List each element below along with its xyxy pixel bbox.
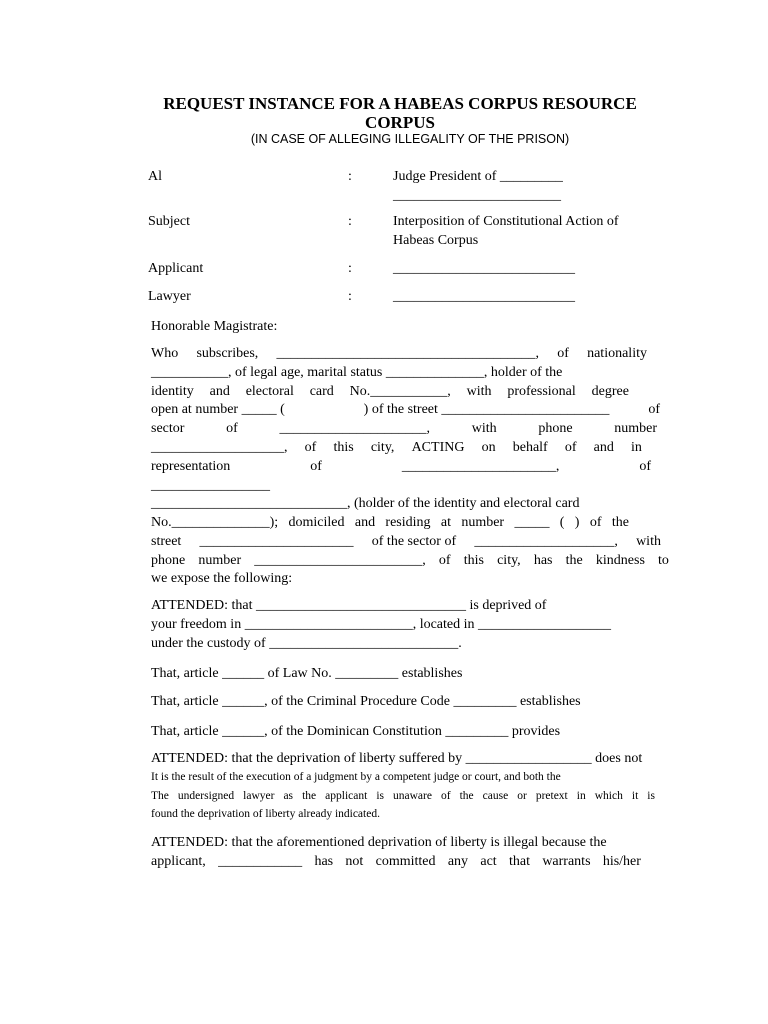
word: and bbox=[593, 440, 614, 455]
word: pretext bbox=[535, 790, 568, 802]
word: of bbox=[304, 440, 317, 455]
word: is bbox=[376, 790, 384, 802]
lawyer-colon: : bbox=[348, 289, 352, 304]
to-value-line-1: Judge President of _________ bbox=[393, 169, 563, 184]
word: in bbox=[576, 790, 586, 802]
word: kindness bbox=[595, 553, 645, 568]
word: of bbox=[564, 440, 577, 455]
word: act bbox=[480, 854, 497, 869]
subject-value-line-1: Interposition of Constitutional Action of bbox=[393, 214, 619, 229]
word: has bbox=[314, 854, 334, 869]
word: has bbox=[533, 553, 553, 568]
p1-line-4 bbox=[151, 400, 660, 419]
subject-value-line-2: Habeas Corpus bbox=[393, 233, 479, 248]
blank-field: ___________________, bbox=[151, 440, 288, 455]
word: warrants bbox=[542, 854, 591, 869]
to-label: Al bbox=[148, 169, 162, 184]
word: professional bbox=[507, 384, 576, 399]
word: Who bbox=[151, 346, 179, 361]
document-title bbox=[0, 94, 768, 132]
word: applicant, bbox=[151, 854, 206, 869]
text-segment: open at number _____ ( bbox=[151, 402, 285, 417]
word: on bbox=[481, 440, 496, 455]
word: with bbox=[471, 421, 497, 436]
applicant-value: __________________________ bbox=[393, 261, 575, 276]
word: to bbox=[658, 553, 669, 568]
word: ( bbox=[559, 515, 565, 530]
word: lawyer bbox=[243, 790, 275, 802]
blank-field: _____________________, bbox=[279, 421, 431, 436]
word: of bbox=[589, 515, 602, 530]
word: applicant bbox=[325, 790, 368, 802]
word: city, bbox=[370, 440, 395, 455]
word: any bbox=[447, 854, 469, 869]
word: ) bbox=[574, 515, 580, 530]
word: his/her bbox=[602, 854, 641, 869]
word: behalf bbox=[512, 440, 548, 455]
word: with bbox=[636, 534, 661, 549]
word: committed bbox=[375, 854, 436, 869]
word: the bbox=[565, 553, 583, 568]
to-value bbox=[393, 167, 693, 205]
p1-line-1 bbox=[151, 344, 647, 363]
word: phone bbox=[538, 421, 573, 436]
word: with bbox=[466, 384, 492, 399]
word: not bbox=[345, 854, 364, 869]
word: residing bbox=[385, 515, 431, 530]
word: of bbox=[648, 402, 660, 417]
blank-field: _____ bbox=[514, 515, 550, 530]
word: subscribes, bbox=[196, 346, 259, 361]
word: undersigned bbox=[177, 790, 235, 802]
word: as bbox=[283, 790, 294, 802]
p1-line-9: ____________________________, (holder of the identity and electoral card bbox=[151, 496, 580, 511]
word: this bbox=[333, 440, 354, 455]
word: ACTING bbox=[411, 440, 465, 455]
p1-line-10 bbox=[151, 513, 629, 532]
blank-field: ______________________ bbox=[199, 534, 354, 549]
text-segment: of the sector of bbox=[371, 534, 457, 549]
blank-field: ____________ bbox=[218, 854, 303, 869]
p1-line-12 bbox=[151, 551, 669, 570]
document-subtitle: (IN CASE OF ALLEGING ILLEGALITY OF THE PRISON) bbox=[250, 132, 570, 146]
p1-line-11 bbox=[151, 532, 661, 551]
to-value-line-2: ________________________ bbox=[393, 188, 561, 203]
attended3-line-2 bbox=[151, 852, 641, 871]
p1-line-7 bbox=[151, 457, 651, 476]
word: of bbox=[557, 346, 569, 361]
p1-line-6 bbox=[151, 438, 642, 457]
blank-field: _____________________________________, bbox=[276, 346, 539, 361]
word: number bbox=[614, 421, 657, 436]
word: it bbox=[631, 790, 639, 802]
word: electoral bbox=[245, 384, 294, 399]
attended2-line-4: found the deprivation of liberty already indicated. bbox=[151, 808, 380, 820]
attended2-line-3 bbox=[151, 787, 655, 806]
p1-line-8: _________________ bbox=[151, 478, 270, 493]
p1-line-2: ___________, of legal age, marital status ______________, holder of the bbox=[151, 365, 563, 380]
constitution-line: That, article ______, of the Dominican Constitution _________ provides bbox=[151, 724, 561, 739]
applicant-label: Applicant bbox=[148, 261, 204, 276]
subject-value bbox=[393, 212, 693, 250]
word: in bbox=[631, 440, 642, 455]
word: and bbox=[209, 384, 230, 399]
word: of bbox=[310, 459, 322, 474]
word: of bbox=[440, 790, 451, 802]
subject-colon: : bbox=[348, 214, 352, 229]
word: that bbox=[509, 854, 530, 869]
subject-label: Subject bbox=[148, 214, 190, 229]
word: street bbox=[151, 534, 182, 549]
word: the bbox=[459, 790, 474, 802]
word: number bbox=[198, 553, 242, 568]
word: and bbox=[354, 515, 376, 530]
attended3-line-1: ATTENDED: that the aforementioned deprivation of liberty is illegal because the bbox=[151, 835, 607, 850]
law-article-line: That, article ______ of Law No. _________ establishes bbox=[151, 666, 463, 681]
word: degree bbox=[591, 384, 629, 399]
p1-line-13: we expose the following: bbox=[151, 571, 293, 586]
word: the bbox=[611, 515, 629, 530]
word: card bbox=[309, 384, 334, 399]
criminal-procedure-line: That, article ______, of the Criminal Procedure Code _________ establishes bbox=[151, 694, 581, 709]
salutation: Honorable Magistrate: bbox=[151, 319, 278, 334]
text-segment: ) of the street ________________________ bbox=[363, 402, 610, 417]
p1-line-3 bbox=[151, 382, 629, 401]
word: is bbox=[647, 790, 655, 802]
blank-field: ____________________, bbox=[474, 534, 618, 549]
attended2-line-2: It is the result of the execution of a judgment by a competent judge or court, and both the bbox=[151, 771, 561, 783]
word: domiciled bbox=[288, 515, 345, 530]
word: cause bbox=[482, 790, 509, 802]
word: which bbox=[594, 790, 623, 802]
attended1-line-1: ATTENDED: that ______________________________ is deprived of bbox=[151, 598, 547, 613]
blank-field: No.___________, bbox=[349, 384, 451, 399]
applicant-colon: : bbox=[348, 261, 352, 276]
word: this bbox=[463, 553, 484, 568]
attended1-line-2: your freedom in ________________________, located in ___________________ bbox=[151, 617, 612, 632]
lawyer-label: Lawyer bbox=[148, 289, 191, 304]
word: number bbox=[461, 515, 505, 530]
to-colon: : bbox=[348, 169, 352, 184]
attended1-line-3: under the custody of ___________________________. bbox=[151, 636, 462, 651]
word: or bbox=[517, 790, 527, 802]
word: of bbox=[639, 459, 651, 474]
word: The bbox=[151, 790, 169, 802]
attended2-line-1: ATTENDED: that the deprivation of liberty suffered by __________________ does not bbox=[151, 751, 643, 766]
word: the bbox=[302, 790, 317, 802]
word: city, bbox=[497, 553, 521, 568]
word: of bbox=[438, 553, 451, 568]
p1-line-5 bbox=[151, 419, 657, 438]
blank-field: No.______________); bbox=[151, 515, 279, 530]
word: nationality bbox=[587, 346, 647, 361]
word: at bbox=[440, 515, 451, 530]
blank-field: ______________________, bbox=[401, 459, 560, 474]
blank-field: ________________________, bbox=[254, 553, 426, 568]
title-line-1: REQUEST INSTANCE FOR A HABEAS CORPUS RESOURCE bbox=[163, 94, 637, 113]
title-line-2: CORPUS bbox=[365, 113, 435, 132]
word: phone bbox=[151, 553, 186, 568]
word: identity bbox=[151, 384, 194, 399]
lawyer-value: __________________________ bbox=[393, 289, 575, 304]
word: of bbox=[226, 421, 238, 436]
word: representation bbox=[151, 459, 231, 474]
word: sector bbox=[151, 421, 185, 436]
word: unaware bbox=[393, 790, 432, 802]
